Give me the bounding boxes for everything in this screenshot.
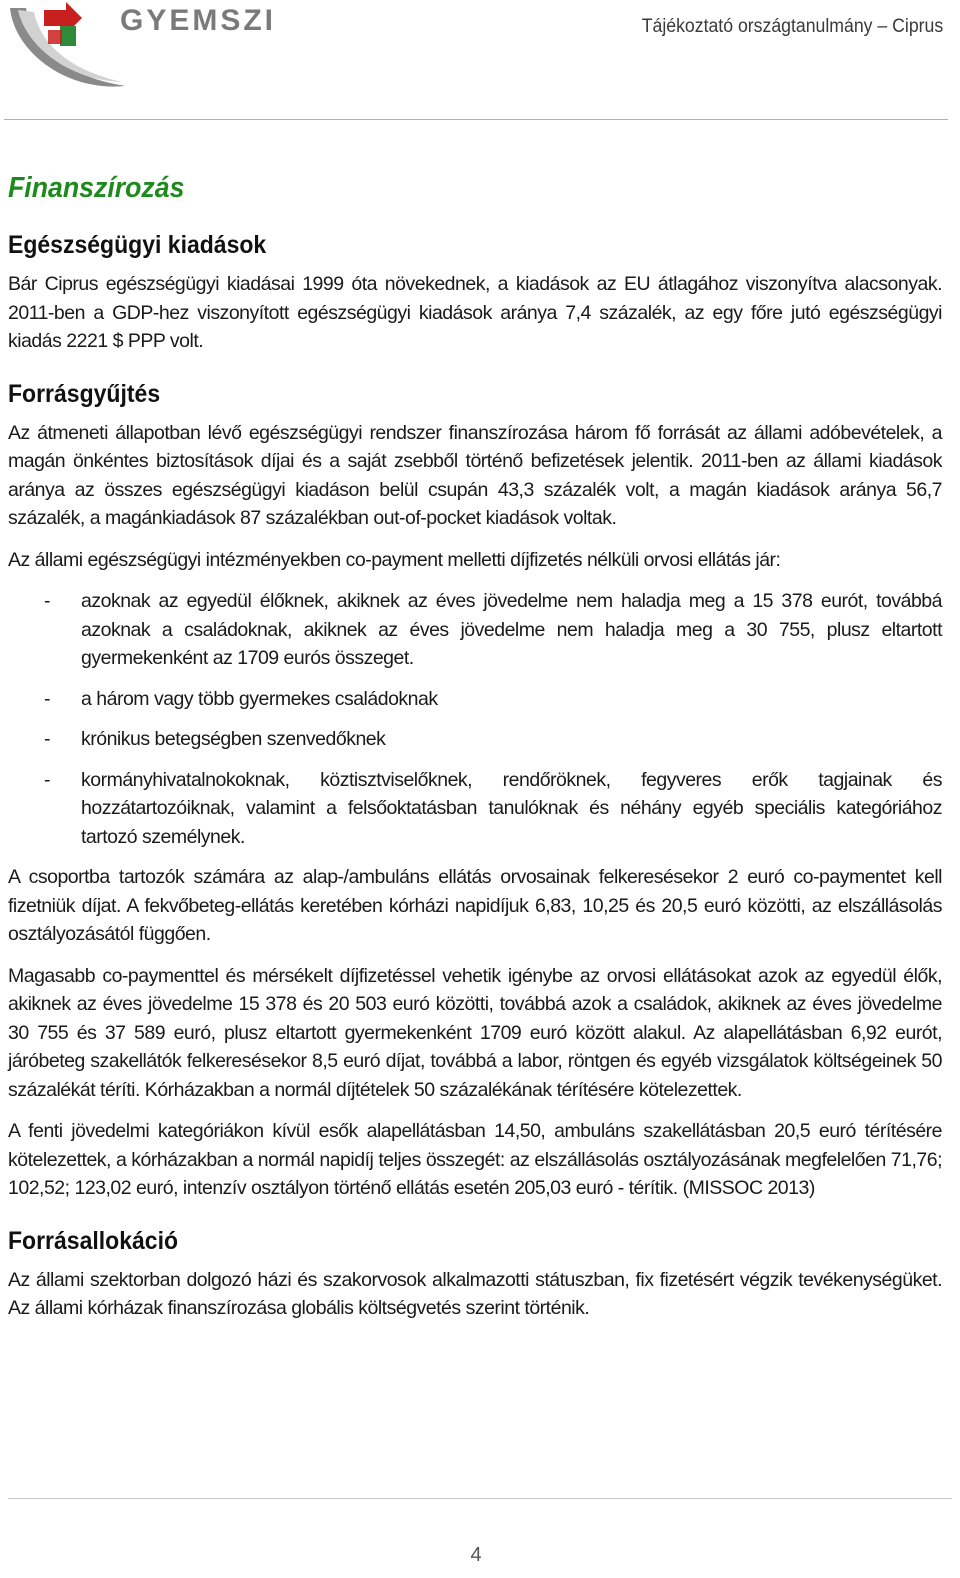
paragraph: A csoportba tartozók számára az alap-/ambuláns ellátás orvosainak felkeresésekor 2 euró co-paymentet kell fizetniük díjat. A fekvőbeteg-ellátás keretében kórházi napidíjuk 6,83, 10,25 és 20,5 euró közötti, az elszállásolás osztályozásától függően. xyxy=(8,866,942,945)
list-item xyxy=(8,685,942,714)
paragraph: Az állami szektorban dolgozó házi és szakorvosok alkalmazotti státuszban, fix fizetésért végzik tevékenységüket. Az állami kórházak finanszírozása globális költségvetés szerint történik. xyxy=(8,1268,942,1319)
logo-wordmark: GYEMSZI xyxy=(120,4,277,37)
list-item-text: kormányhivatalnokoknak, köztisztviselőknek, rendőröknek, fegyveres erők tagjainak és hozzátartozóiknak, valamint a felsőoktatásban tanulóknak és néhány egyéb speciális kategóriához tartozó személynek. xyxy=(81,768,942,848)
section-title: Finanszírozás xyxy=(8,172,185,204)
paragraph: Az átmeneti állapotban lévő egészségügyi rendszer finanszírozása három fő forrását az állami adóbevételek, a magán önkéntes biztosítások díjai és a saját zsebből történő befizetések jelentik. 2011-ben az állami kiadások aránya az összes egészségügyi kiadáson belül csupán 43,3 százalék volt, a magán kiadások aránya 56,7 százalék, a magánkiadások 87 százalékban out-of-pocket kiadások voltak. xyxy=(8,421,942,529)
header-divider xyxy=(4,119,948,120)
list-dash: - xyxy=(44,590,50,612)
list-dash: - xyxy=(44,728,50,750)
page-number: 4 xyxy=(470,1544,482,1566)
list-item-text: krónikus betegségben szenvedőknek xyxy=(81,728,386,750)
gyemszi-logo xyxy=(4,0,304,96)
page-header xyxy=(0,0,960,120)
paragraph: Az állami egészségügyi intézményekben co-payment melletti díjfizetés nélküli orvosi ellátás jár: xyxy=(8,548,781,571)
paragraph: Magasabb co-paymenttel és mérsékelt díjfizetéssel vehetik igénybe az orvosi ellátásokat azok az egyedül élők, akiknek az éves jövedelme 15 378 és 20 503 euró közötti, továbbá azok a családok, akiknek az éves jövedelme 30 755 és 37 589 euró, plusz eltartott gyermekenként 1709 euró között alakul. Az alapellátásban 6,92 eurót, járóbeteg szakellátók felkeresésekor 8,5 euró díjat, továbbá a labor, röntgen és egyéb vizsgálatok költségeinek 50 százalékát téríti. Kórházakban a normál díjtételek 50 százalékának térítésére kötelezettek. xyxy=(8,964,942,1101)
document-body xyxy=(8,172,942,1336)
header-title: Tájékoztató országtanulmány – Ciprus xyxy=(641,16,943,37)
logo-swoosh-icon xyxy=(4,0,124,96)
list-item xyxy=(8,766,942,852)
list-dash: - xyxy=(44,687,50,710)
eligibility-list xyxy=(8,587,942,851)
paragraph: Bár Ciprus egészségügyi kiadásai 1999 óta növekednek, a kiadások az EU átlagához viszonyítva alacsonyak. 2011-ben a GDP-hez viszonyított egészségügyi kiadások aránya 7,4 százalék, az egy főre jutó egészségügyi kiadás 2221 $ PPP volt. xyxy=(8,273,942,352)
list-item xyxy=(8,725,942,754)
paragraph: A fenti jövedelmi kategóriákon kívül esők alapellátásban 14,50, ambuláns szakellátásban 20,5 euró térítésére kötelezettek, a kórházakban a normál napidíj teljes összegét: az elszállásolás osztályozásának megfelelően 71,76; 102,52; 123,02 euró, intenzív osztályon történő ellátás esetén 205,03 euró - térítik. (MISSOC 2013) xyxy=(8,1120,942,1199)
list-dash: - xyxy=(44,768,50,791)
list-item-text: a három vagy több gyermekes családoknak xyxy=(81,687,438,710)
heading-expenditure: Egészségügyi kiadások xyxy=(8,231,267,259)
footer-divider xyxy=(8,1498,952,1499)
heading-allocation: Forrásallokáció xyxy=(8,1226,179,1255)
list-item xyxy=(8,587,942,673)
heading-collection: Forrásgyűjtés xyxy=(8,379,161,408)
list-item-text: azoknak az egyedül élőknek, akiknek az éves jövedelme nem haladja meg a 15 378 eurót, továbbá azoknak a családoknak, akiknek az éves jövedelme nem haladja meg a 30 755, plusz eltartott gyermekenként az 1709 eurós összeget. xyxy=(81,590,942,669)
